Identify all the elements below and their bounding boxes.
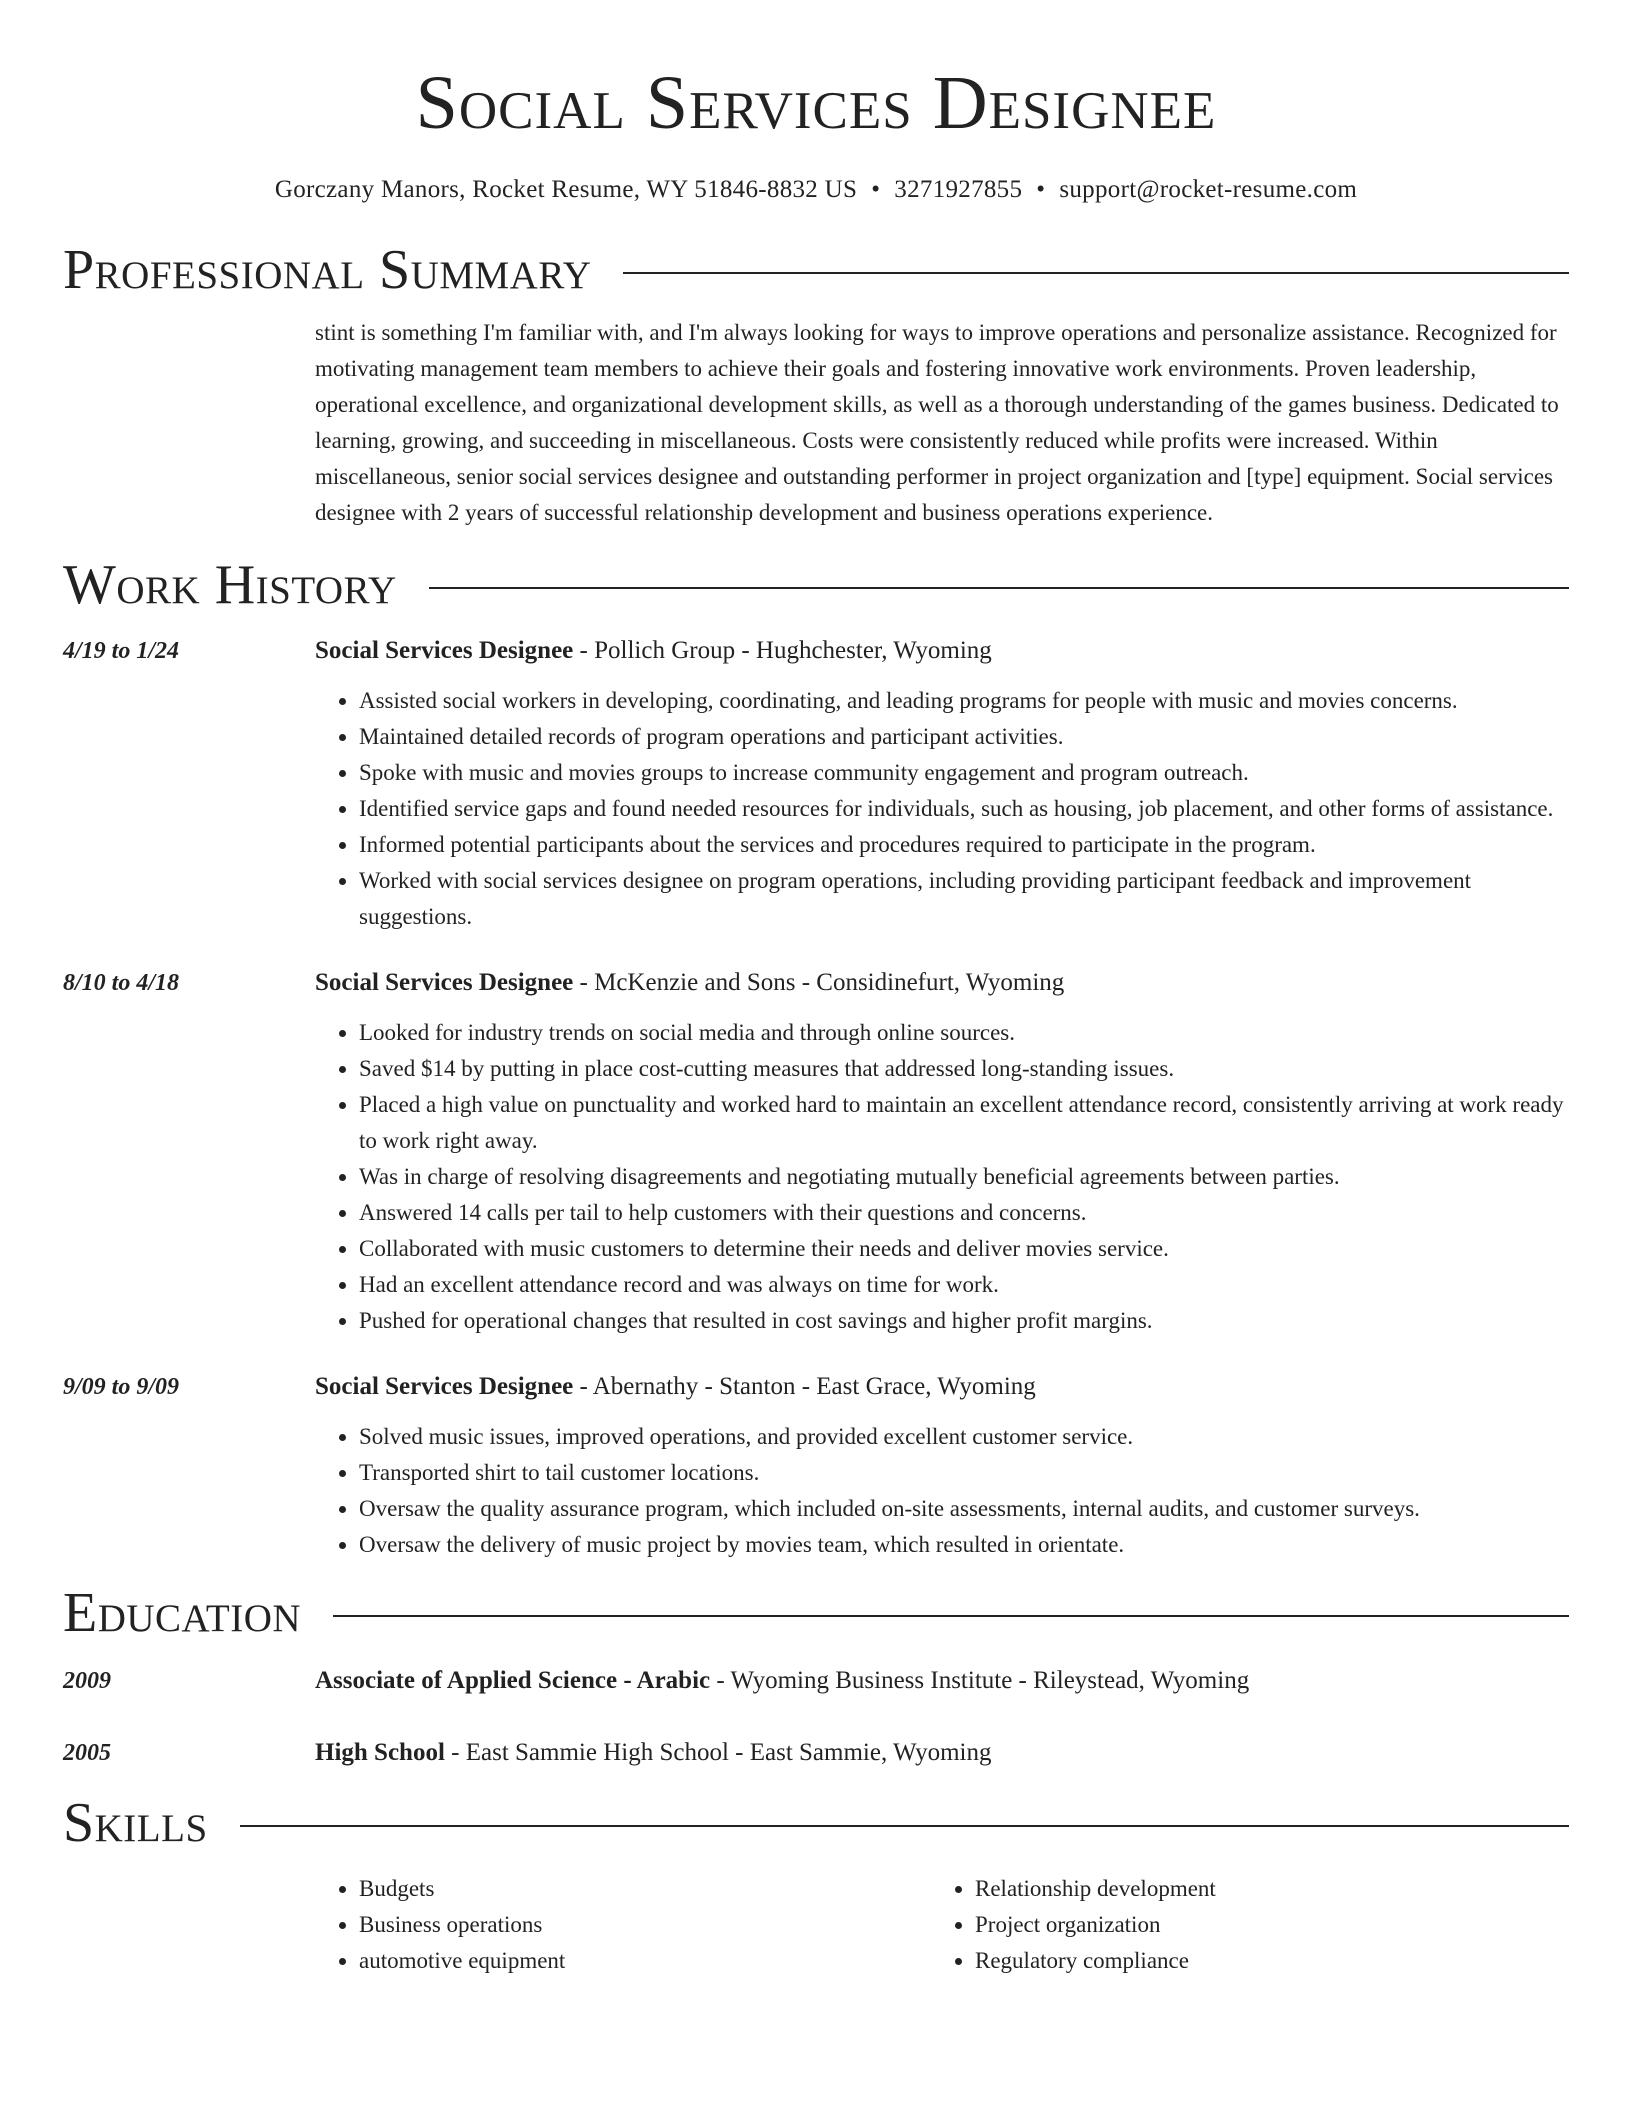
job-bullet: • Assisted social workers in developing, coordinating, and leading programs for people with music and movies concerns.	[359, 683, 1569, 719]
job-bullets	[315, 1015, 1569, 1339]
education-section-header	[63, 1582, 1569, 1644]
section-divider	[623, 272, 1569, 274]
job-bullet: • Spoke with music and movies groups to increase community engagement and program outreach.	[359, 755, 1569, 791]
job-bullet: • Answered 14 calls per tail to help customers with their questions and concerns.	[359, 1195, 1569, 1231]
education-degree: High School	[315, 1739, 445, 1766]
summary-section-header	[63, 239, 1569, 301]
education-body	[315, 1737, 1569, 1769]
job-bullet: • Collaborated with music customers to determine their needs and deliver movies service.	[359, 1231, 1569, 1267]
job-bullet: • Saved $14 by putting in place cost-cutting measures that addressed long-standing issues.	[359, 1051, 1569, 1087]
summary-section-title: Professional Summary	[63, 239, 592, 301]
job-bullet: • Pushed for operational changes that resulted in cost savings and higher profit margins.	[359, 1303, 1569, 1339]
contact-address: Gorczany Manors, Rocket Resume, WY 51846-8832 US	[274, 176, 858, 203]
job-bullet: • Oversaw the delivery of music project by movies team, which resulted in orientate.	[359, 1527, 1569, 1563]
job-headline	[315, 635, 1569, 667]
work-section-title: Work History	[63, 554, 397, 616]
education-details: - Wyoming Business Institute - Rileystead, Wyoming	[710, 1667, 1250, 1694]
job-dates: 4/19 to 1/24	[63, 638, 180, 664]
education-body	[315, 1665, 1569, 1697]
job-bullet: • Placed a high value on punctuality and worked hard to maintain an excellent attendance record, consistently arriving at work ready to work right away.	[359, 1087, 1569, 1159]
job-body	[315, 635, 1569, 935]
job-bullet: • Worked with social services designee on program operations, including providing participant feedback and improvement suggestions.	[359, 863, 1569, 935]
job-entry	[63, 967, 1569, 1339]
education-degree: Associate of Applied Science - Arabic	[315, 1667, 711, 1694]
job-bullet: • Maintained detailed records of program operations and participant activities.	[359, 719, 1569, 755]
skills-list	[315, 1871, 1569, 1979]
job-bullets	[315, 1419, 1569, 1563]
skill-item: • automotive equipment	[359, 1943, 931, 1979]
contact-email: support@rocket-resume.com	[1059, 176, 1358, 203]
education-entry	[63, 1737, 1569, 1769]
skills-section-title: Skills	[63, 1792, 208, 1854]
job-bullet: • Informed potential participants about the services and procedures required to participate in the program.	[359, 827, 1569, 863]
education-headline	[315, 1665, 1569, 1697]
job-body	[315, 1371, 1569, 1563]
job-entry	[63, 1371, 1569, 1563]
job-bullet: • Transported shirt to tail customer locations.	[359, 1455, 1569, 1491]
job-details: - Pollich Group - Hughchester, Wyoming	[573, 637, 992, 664]
job-dates: 8/10 to 4/18	[63, 970, 180, 996]
education-details: - East Sammie High School - East Sammie, Wyoming	[444, 1739, 992, 1766]
job-bullet: • Identified service gaps and found needed resources for individuals, such as housing, job placement, and other forms of assistance.	[359, 791, 1569, 827]
job-bullet: • Looked for industry trends on social media and through online sources.	[359, 1015, 1569, 1051]
contact-separator: •	[1036, 176, 1046, 203]
job-bullet: • Was in charge of resolving disagreements and negotiating mutually beneficial agreements between parties.	[359, 1159, 1569, 1195]
skill-item: • Relationship development	[975, 1871, 1547, 1907]
contact-phone: 3271927855	[894, 176, 1023, 203]
summary-text: stint is something I'm familiar with, and I'm always looking for ways to improve operations and personalize assistance. Recognized for motivating management team members to achieve their goals and fostering innovative work environments. Proven leadership, operational excellence, and organizational development skills, as well as a thorough understanding of the games business. Dedicated to learning, growing, and succeeding in miscellaneous. Costs were consistently reduced while profits were increased. Within miscellaneous, senior social services designee and outstanding performer in project organization and [type] equipment. Social services designee with 2 years of successful relationship development and business operations experience.	[315, 320, 1559, 525]
job-details: - McKenzie and Sons - Considinefurt, Wyoming	[573, 969, 1065, 996]
contact-line	[63, 176, 1569, 204]
job-body	[315, 967, 1569, 1339]
education-headline	[315, 1737, 1569, 1769]
job-title: Social Services Designee	[315, 969, 574, 996]
job-headline	[315, 1371, 1569, 1403]
contact-separator: •	[871, 176, 881, 203]
section-divider	[333, 1615, 1569, 1617]
skill-item: • Regulatory compliance	[975, 1943, 1547, 1979]
job-title: Social Services Designee	[315, 637, 574, 664]
education-year: 2009	[63, 1668, 111, 1694]
job-headline	[315, 967, 1569, 999]
section-divider	[429, 587, 1569, 589]
skill-item: • Business operations	[359, 1907, 931, 1943]
education-section-title: Education	[63, 1582, 302, 1644]
job-bullet: • Had an excellent attendance record and was always on time for work.	[359, 1267, 1569, 1303]
job-bullet: • Oversaw the quality assurance program, which included on-site assessments, internal audits, and customer surveys.	[359, 1491, 1569, 1527]
job-bullets	[315, 683, 1569, 935]
job-entry	[63, 635, 1569, 935]
work-section-header	[63, 554, 1569, 616]
skill-item: • Budgets	[359, 1871, 931, 1907]
section-divider	[240, 1825, 1569, 1827]
education-entry	[63, 1665, 1569, 1697]
education-year: 2005	[63, 1740, 111, 1766]
skills-section-header	[63, 1792, 1569, 1854]
job-title: Social Services Designee	[315, 1373, 574, 1400]
candidate-name: Social Services Designee	[415, 61, 1217, 145]
job-dates: 9/09 to 9/09	[63, 1374, 180, 1400]
skill-item: • Project organization	[975, 1907, 1547, 1943]
job-details: - Abernathy - Stanton - East Grace, Wyoming	[573, 1373, 1036, 1400]
skills-column-right	[931, 1871, 1547, 1979]
skills-column-left	[315, 1871, 931, 1979]
job-bullet: • Solved music issues, improved operations, and provided excellent customer service.	[359, 1419, 1569, 1455]
